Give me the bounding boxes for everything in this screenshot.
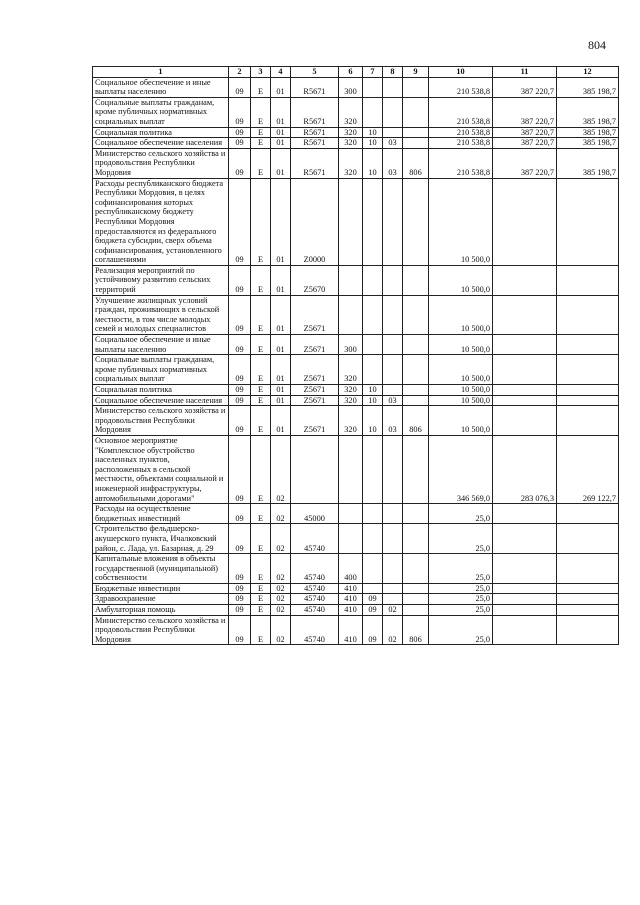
column-header-12: 12 <box>557 67 619 78</box>
cell-col-10: 210 538,8 <box>429 138 493 149</box>
cell-col-5: 45740 <box>291 605 339 616</box>
cell-col-7: 10 <box>363 138 383 149</box>
cell-col-2: 09 <box>229 265 251 295</box>
cell-col-10: 10 500,0 <box>429 385 493 396</box>
table-row <box>93 127 619 138</box>
cell-col-10: 25,0 <box>429 524 493 554</box>
cell-col-2: 09 <box>229 335 251 355</box>
cell-col-12 <box>557 295 619 334</box>
cell-col-9 <box>403 178 429 265</box>
cell-col-6: 300 <box>339 77 363 97</box>
cell-col-6: 400 <box>339 554 363 584</box>
cell-col-4: 02 <box>271 583 291 594</box>
column-header-7: 7 <box>363 67 383 78</box>
row-name-cell: Расходы республиканского бюджета Республики Мордовия, в целях софинансирования которых республиканскому бюджету Республики Мордовия предоставляются из федерального бюджета субсидии, сверх объема софинансирования, установленного соглашениями <box>93 178 229 265</box>
cell-col-6: 320 <box>339 97 363 127</box>
table-row <box>93 138 619 149</box>
table-row <box>93 295 619 334</box>
row-name-cell: Основное мероприятие "Комплексное обустройство населенных пунктов, расположенных в сельской местности, объектами социальной и инженерной инфраструктуры, автомобильными дорогами" <box>93 435 229 503</box>
table-row <box>93 335 619 355</box>
cell-col-8 <box>383 265 403 295</box>
cell-col-5: Z5671 <box>291 295 339 334</box>
table-row <box>93 504 619 524</box>
cell-col-3: Е <box>251 504 271 524</box>
cell-col-11 <box>493 265 557 295</box>
cell-col-11: 283 076,3 <box>493 435 557 503</box>
cell-col-4: 01 <box>271 127 291 138</box>
cell-col-10: 210 538,8 <box>429 77 493 97</box>
cell-col-3: Е <box>251 295 271 334</box>
cell-col-8: 02 <box>383 605 403 616</box>
table-row <box>93 524 619 554</box>
cell-col-4: 02 <box>271 554 291 584</box>
cell-col-12 <box>557 583 619 594</box>
cell-col-3: Е <box>251 406 271 436</box>
cell-col-7: 10 <box>363 148 383 178</box>
cell-col-4: 02 <box>271 524 291 554</box>
cell-col-8 <box>383 295 403 334</box>
cell-col-5: Z5671 <box>291 406 339 436</box>
cell-col-12: 269 122,7 <box>557 435 619 503</box>
cell-col-9 <box>403 524 429 554</box>
cell-col-10: 210 538,8 <box>429 97 493 127</box>
cell-col-9 <box>403 138 429 149</box>
cell-col-4: 01 <box>271 335 291 355</box>
cell-col-10: 210 538,8 <box>429 127 493 138</box>
row-name-cell: Реализация мероприятий по устойчивому развитию сельских территорий <box>93 265 229 295</box>
cell-col-3: Е <box>251 355 271 385</box>
cell-col-7: 09 <box>363 605 383 616</box>
cell-col-2: 09 <box>229 295 251 334</box>
cell-col-9 <box>403 335 429 355</box>
cell-col-5: Z5671 <box>291 335 339 355</box>
cell-col-12 <box>557 335 619 355</box>
cell-col-3: Е <box>251 265 271 295</box>
cell-col-9: 806 <box>403 148 429 178</box>
cell-col-4: 01 <box>271 395 291 406</box>
column-header-8: 8 <box>383 67 403 78</box>
cell-col-2: 09 <box>229 615 251 645</box>
cell-col-8: 03 <box>383 406 403 436</box>
cell-col-10: 25,0 <box>429 554 493 584</box>
cell-col-10: 25,0 <box>429 504 493 524</box>
cell-col-4: 01 <box>271 385 291 396</box>
cell-col-8: 03 <box>383 148 403 178</box>
cell-col-3: Е <box>251 615 271 645</box>
cell-col-5: Z0000 <box>291 178 339 265</box>
column-header-10: 10 <box>429 67 493 78</box>
cell-col-4: 01 <box>271 406 291 436</box>
cell-col-6: 410 <box>339 615 363 645</box>
cell-col-6: 320 <box>339 395 363 406</box>
cell-col-5: 45740 <box>291 524 339 554</box>
cell-col-10: 10 500,0 <box>429 178 493 265</box>
column-header-4: 4 <box>271 67 291 78</box>
column-header-2: 2 <box>229 67 251 78</box>
cell-col-6 <box>339 504 363 524</box>
table-row <box>93 97 619 127</box>
cell-col-9 <box>403 97 429 127</box>
cell-col-11 <box>493 524 557 554</box>
cell-col-9 <box>403 605 429 616</box>
cell-col-10: 10 500,0 <box>429 406 493 436</box>
cell-col-2: 09 <box>229 127 251 138</box>
cell-col-12 <box>557 178 619 265</box>
cell-col-10: 10 500,0 <box>429 295 493 334</box>
cell-col-6: 410 <box>339 583 363 594</box>
cell-col-11 <box>493 554 557 584</box>
cell-col-11: 387 220,7 <box>493 127 557 138</box>
cell-col-10: 346 569,0 <box>429 435 493 503</box>
table-row <box>93 594 619 605</box>
cell-col-7 <box>363 435 383 503</box>
cell-col-9 <box>403 127 429 138</box>
cell-col-7: 10 <box>363 406 383 436</box>
cell-col-12 <box>557 355 619 385</box>
cell-col-4: 01 <box>271 178 291 265</box>
cell-col-8: 02 <box>383 615 403 645</box>
table-row <box>93 77 619 97</box>
cell-col-6 <box>339 178 363 265</box>
cell-col-6: 320 <box>339 406 363 436</box>
cell-col-2: 09 <box>229 148 251 178</box>
cell-col-11 <box>493 355 557 385</box>
cell-col-5 <box>291 435 339 503</box>
cell-col-2: 09 <box>229 178 251 265</box>
cell-col-3: Е <box>251 385 271 396</box>
cell-col-4: 02 <box>271 435 291 503</box>
cell-col-12: 385 198,7 <box>557 97 619 127</box>
cell-col-11 <box>493 615 557 645</box>
cell-col-11 <box>493 605 557 616</box>
cell-col-7 <box>363 504 383 524</box>
cell-col-2: 09 <box>229 406 251 436</box>
cell-col-2: 09 <box>229 554 251 584</box>
cell-col-10: 10 500,0 <box>429 265 493 295</box>
cell-col-5: R5671 <box>291 97 339 127</box>
cell-col-7 <box>363 77 383 97</box>
cell-col-3: Е <box>251 435 271 503</box>
table-row <box>93 148 619 178</box>
cell-col-6: 300 <box>339 335 363 355</box>
row-name-cell: Социальное обеспечение населения <box>93 395 229 406</box>
table-row <box>93 605 619 616</box>
cell-col-8 <box>383 335 403 355</box>
cell-col-4: 01 <box>271 138 291 149</box>
cell-col-11 <box>493 295 557 334</box>
table-row <box>93 583 619 594</box>
cell-col-3: Е <box>251 178 271 265</box>
cell-col-3: Е <box>251 127 271 138</box>
cell-col-6: 320 <box>339 127 363 138</box>
cell-col-4: 01 <box>271 265 291 295</box>
row-name-cell: Министерство сельского хозяйства и продовольствия Республики Мордовия <box>93 148 229 178</box>
row-name-cell: Строительство фельдшерско-акушерского пункта, Ичалковский район, с. Лада, ул. Базарная, д. 29 <box>93 524 229 554</box>
cell-col-2: 09 <box>229 77 251 97</box>
cell-col-4: 01 <box>271 77 291 97</box>
cell-col-8 <box>383 554 403 584</box>
cell-col-5: 45740 <box>291 594 339 605</box>
table-row <box>93 355 619 385</box>
cell-col-8 <box>383 97 403 127</box>
row-name-cell: Здравоохранение <box>93 594 229 605</box>
cell-col-6: 410 <box>339 594 363 605</box>
cell-col-4: 01 <box>271 148 291 178</box>
cell-col-8 <box>383 355 403 385</box>
cell-col-10: 25,0 <box>429 615 493 645</box>
cell-col-7: 09 <box>363 594 383 605</box>
row-name-cell: Улучшение жилищных условий граждан, проживающих в сельской местности, в том числе молодых семей и молодых специалистов <box>93 295 229 334</box>
cell-col-8 <box>383 77 403 97</box>
table-row <box>93 265 619 295</box>
cell-col-9: 806 <box>403 406 429 436</box>
cell-col-12 <box>557 395 619 406</box>
cell-col-8 <box>383 583 403 594</box>
cell-col-12 <box>557 594 619 605</box>
cell-col-11 <box>493 504 557 524</box>
cell-col-7: 10 <box>363 127 383 138</box>
row-name-cell: Бюджетные инвестиции <box>93 583 229 594</box>
cell-col-9 <box>403 395 429 406</box>
cell-col-9 <box>403 385 429 396</box>
cell-col-2: 09 <box>229 583 251 594</box>
cell-col-8 <box>383 594 403 605</box>
cell-col-11 <box>493 594 557 605</box>
cell-col-4: 01 <box>271 355 291 385</box>
cell-col-2: 09 <box>229 435 251 503</box>
cell-col-11 <box>493 583 557 594</box>
cell-col-7 <box>363 97 383 127</box>
cell-col-6: 320 <box>339 355 363 385</box>
row-name-cell: Капитальные вложения в объекты государственной (муниципальной) собственности <box>93 554 229 584</box>
cell-col-2: 09 <box>229 594 251 605</box>
table-row <box>93 178 619 265</box>
cell-col-9 <box>403 265 429 295</box>
cell-col-8 <box>383 435 403 503</box>
cell-col-5: 45740 <box>291 615 339 645</box>
column-header-5: 5 <box>291 67 339 78</box>
cell-col-2: 09 <box>229 355 251 385</box>
cell-col-8 <box>383 504 403 524</box>
page-number: 804 <box>588 38 606 52</box>
table-row <box>93 554 619 584</box>
cell-col-12 <box>557 524 619 554</box>
column-header-3: 3 <box>251 67 271 78</box>
cell-col-8: 03 <box>383 395 403 406</box>
cell-col-11 <box>493 178 557 265</box>
cell-col-7 <box>363 554 383 584</box>
cell-col-5: R5671 <box>291 127 339 138</box>
cell-col-4: 01 <box>271 97 291 127</box>
cell-col-5: 45740 <box>291 583 339 594</box>
table-header-row <box>93 67 619 78</box>
row-name-cell: Министерство сельского хозяйства и продовольствия Республики Мордовия <box>93 615 229 645</box>
cell-col-11: 387 220,7 <box>493 148 557 178</box>
cell-col-3: Е <box>251 335 271 355</box>
table-row <box>93 615 619 645</box>
row-name-cell: Социальное обеспечение и иные выплаты населению <box>93 77 229 97</box>
cell-col-2: 09 <box>229 385 251 396</box>
table-row <box>93 435 619 503</box>
cell-col-11: 387 220,7 <box>493 138 557 149</box>
cell-col-3: Е <box>251 605 271 616</box>
cell-col-6: 320 <box>339 148 363 178</box>
cell-col-6 <box>339 435 363 503</box>
row-name-cell: Министерство сельского хозяйства и продовольствия Республики Мордовия <box>93 406 229 436</box>
cell-col-12 <box>557 605 619 616</box>
table-row <box>93 395 619 406</box>
cell-col-12 <box>557 406 619 436</box>
cell-col-12: 385 198,7 <box>557 148 619 178</box>
cell-col-11: 387 220,7 <box>493 77 557 97</box>
cell-col-10: 10 500,0 <box>429 395 493 406</box>
cell-col-5: R5671 <box>291 77 339 97</box>
row-name-cell: Социальное обеспечение населения <box>93 138 229 149</box>
cell-col-3: Е <box>251 148 271 178</box>
cell-col-7 <box>363 335 383 355</box>
cell-col-9 <box>403 504 429 524</box>
cell-col-6: 410 <box>339 605 363 616</box>
cell-col-5: 45740 <box>291 554 339 584</box>
cell-col-8 <box>383 178 403 265</box>
row-name-cell: Социальная политика <box>93 385 229 396</box>
row-name-cell: Расходы на осуществление бюджетных инвестиций <box>93 504 229 524</box>
row-name-cell: Социальные выплаты гражданам, кроме публичных нормативных социальных выплат <box>93 97 229 127</box>
cell-col-11 <box>493 406 557 436</box>
cell-col-7: 09 <box>363 615 383 645</box>
row-name-cell: Социальное обеспечение и иные выплаты населению <box>93 335 229 355</box>
cell-col-2: 09 <box>229 97 251 127</box>
cell-col-10: 25,0 <box>429 605 493 616</box>
cell-col-2: 09 <box>229 524 251 554</box>
cell-col-5: R5671 <box>291 148 339 178</box>
row-name-cell: Социальная политика <box>93 127 229 138</box>
cell-col-9: 806 <box>403 615 429 645</box>
cell-col-5: Z5670 <box>291 265 339 295</box>
budget-table <box>92 66 619 645</box>
cell-col-2: 09 <box>229 504 251 524</box>
cell-col-7 <box>363 355 383 385</box>
cell-col-11: 387 220,7 <box>493 97 557 127</box>
cell-col-3: Е <box>251 583 271 594</box>
cell-col-7 <box>363 583 383 594</box>
column-header-1: 1 <box>93 67 229 78</box>
cell-col-2: 09 <box>229 605 251 616</box>
cell-col-6 <box>339 295 363 334</box>
cell-col-7: 10 <box>363 395 383 406</box>
cell-col-9 <box>403 355 429 385</box>
cell-col-3: Е <box>251 97 271 127</box>
cell-col-8: 03 <box>383 138 403 149</box>
cell-col-7: 10 <box>363 385 383 396</box>
cell-col-4: 02 <box>271 615 291 645</box>
cell-col-9 <box>403 435 429 503</box>
cell-col-6: 320 <box>339 138 363 149</box>
table-row <box>93 406 619 436</box>
cell-col-9 <box>403 295 429 334</box>
column-header-6: 6 <box>339 67 363 78</box>
cell-col-7 <box>363 178 383 265</box>
cell-col-11 <box>493 335 557 355</box>
cell-col-7 <box>363 295 383 334</box>
cell-col-10: 10 500,0 <box>429 335 493 355</box>
cell-col-12 <box>557 554 619 584</box>
cell-col-7 <box>363 265 383 295</box>
cell-col-3: Е <box>251 77 271 97</box>
cell-col-12 <box>557 615 619 645</box>
cell-col-12 <box>557 385 619 396</box>
cell-col-4: 02 <box>271 594 291 605</box>
cell-col-10: 10 500,0 <box>429 355 493 385</box>
cell-col-3: Е <box>251 594 271 605</box>
cell-col-12: 385 198,7 <box>557 138 619 149</box>
cell-col-3: Е <box>251 138 271 149</box>
cell-col-8 <box>383 524 403 554</box>
table-row <box>93 385 619 396</box>
cell-col-5: 45000 <box>291 504 339 524</box>
cell-col-9 <box>403 594 429 605</box>
cell-col-10: 25,0 <box>429 594 493 605</box>
cell-col-4: 02 <box>271 605 291 616</box>
cell-col-2: 09 <box>229 138 251 149</box>
cell-col-8 <box>383 385 403 396</box>
cell-col-9 <box>403 554 429 584</box>
cell-col-12 <box>557 504 619 524</box>
cell-col-6: 320 <box>339 385 363 396</box>
row-name-cell: Амбулаторная помощь <box>93 605 229 616</box>
cell-col-9 <box>403 77 429 97</box>
cell-col-6 <box>339 265 363 295</box>
cell-col-12: 385 198,7 <box>557 127 619 138</box>
cell-col-5: Z5671 <box>291 355 339 385</box>
cell-col-3: Е <box>251 524 271 554</box>
cell-col-10: 25,0 <box>429 583 493 594</box>
cell-col-3: Е <box>251 554 271 584</box>
cell-col-4: 01 <box>271 295 291 334</box>
cell-col-4: 02 <box>271 504 291 524</box>
cell-col-8 <box>383 127 403 138</box>
row-name-cell: Социальные выплаты гражданам, кроме публичных нормативных социальных выплат <box>93 355 229 385</box>
cell-col-10: 210 538,8 <box>429 148 493 178</box>
column-header-11: 11 <box>493 67 557 78</box>
cell-col-3: Е <box>251 395 271 406</box>
cell-col-5: Z5671 <box>291 385 339 396</box>
cell-col-12: 385 198,7 <box>557 77 619 97</box>
cell-col-11 <box>493 385 557 396</box>
cell-col-7 <box>363 524 383 554</box>
cell-col-9 <box>403 583 429 594</box>
table-body <box>93 77 619 645</box>
cell-col-11 <box>493 395 557 406</box>
cell-col-6 <box>339 524 363 554</box>
cell-col-5: R5671 <box>291 138 339 149</box>
column-header-9: 9 <box>403 67 429 78</box>
cell-col-12 <box>557 265 619 295</box>
cell-col-5: Z5671 <box>291 395 339 406</box>
cell-col-2: 09 <box>229 395 251 406</box>
